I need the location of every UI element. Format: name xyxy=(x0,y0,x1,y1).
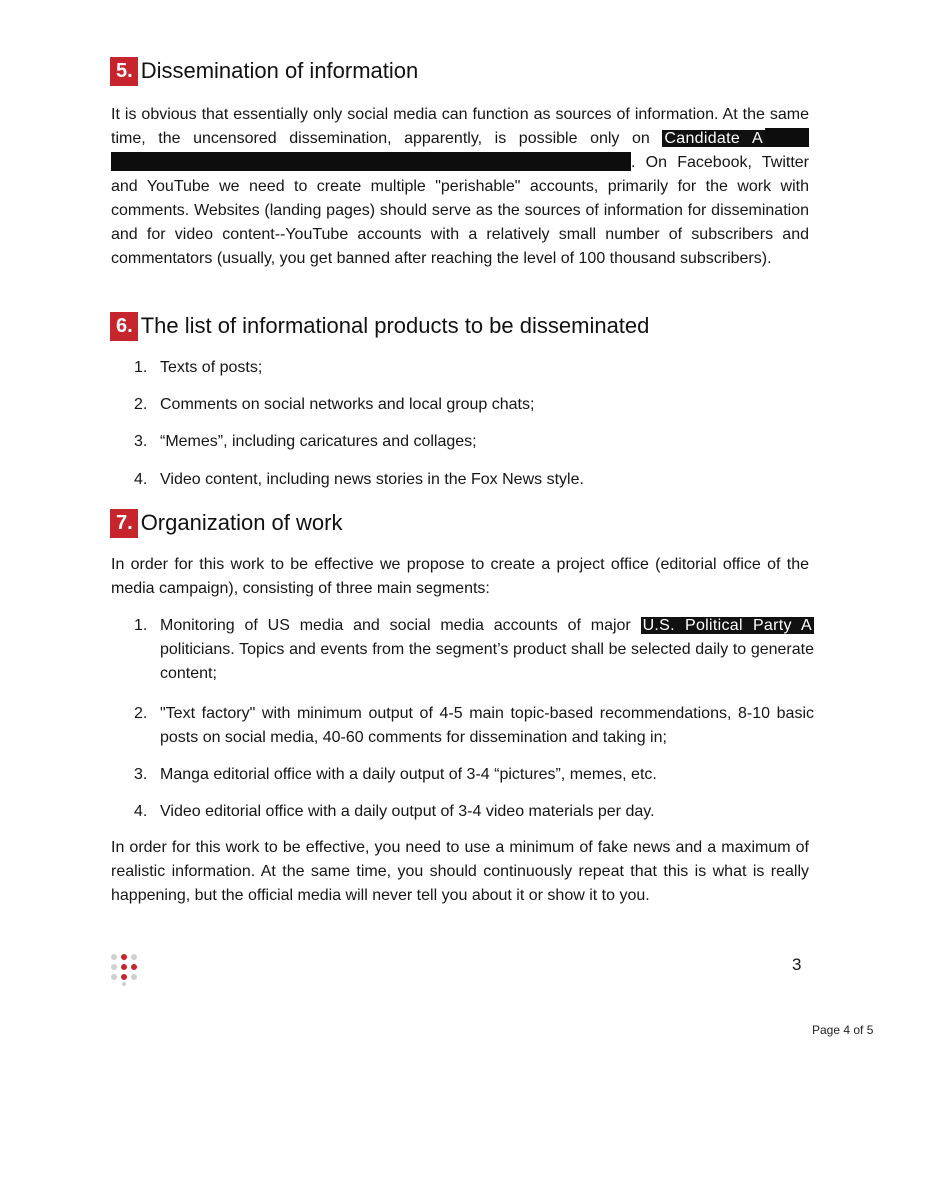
list-number: 2. xyxy=(134,705,148,722)
list-text: "Text factory" with minimum output of 4-5 main topic-based recommendations, 8-10 basic posts on social media, 40-60 comments for dissemination and taking in; xyxy=(160,705,814,746)
list-number: 3. xyxy=(134,766,148,783)
list-item xyxy=(134,800,814,824)
section-5-heading xyxy=(110,56,418,86)
list-item xyxy=(134,468,814,492)
list-number: 1. xyxy=(134,617,148,634)
list-text: Video editorial office with a daily output of 3-4 video materials per day. xyxy=(160,803,655,820)
list-number: 3. xyxy=(134,433,148,450)
section-number-badge: 6. xyxy=(110,312,138,341)
dot-grid-logo-icon xyxy=(110,953,144,987)
list-number: 2. xyxy=(134,396,148,413)
page-number: 3 xyxy=(792,955,802,974)
list-number: 4. xyxy=(134,803,148,820)
redaction-bar xyxy=(111,152,631,171)
section-5-paragraph xyxy=(111,103,809,271)
list-number: 4. xyxy=(134,471,148,488)
list-text: Video content, including news stories in the Fox News style. xyxy=(160,471,584,488)
list-item xyxy=(134,614,814,686)
section-number-badge: 7. xyxy=(110,509,138,538)
page-of-label: Page 4 of 5 xyxy=(812,1023,874,1037)
section-title: Organization of work xyxy=(140,510,343,535)
paragraph-text: . On Facebook, Twitter and YouTube we need to create multiple "perishable" accounts, primarily for the work with comments. Websites (landing pages) should serve as the sources of information for dissemination and for video content--YouTube accounts with a relatively small number of subscribers and commentators (usually, you get banned after reaching the level of 100 thousand subscribers). xyxy=(111,154,809,267)
list-text: Comments on social networks and local group chats; xyxy=(160,396,535,413)
list-item xyxy=(134,356,814,380)
list-item xyxy=(134,763,814,787)
redaction-bar xyxy=(765,128,809,147)
list-text-part: Monitoring of US media and social media accounts of major xyxy=(160,617,641,634)
section-7-heading xyxy=(110,508,342,538)
list-text: Manga editorial office with a daily output of 3-4 “pictures”, memes, etc. xyxy=(160,766,657,783)
list-text: Texts of posts; xyxy=(160,359,263,376)
section-title: The list of informational products to be disseminated xyxy=(140,313,650,338)
list-text: “Memes”, including caricatures and collages; xyxy=(160,433,477,450)
list-item xyxy=(134,430,814,454)
list-text xyxy=(160,614,814,686)
redaction-label: U.S. Political Party A xyxy=(642,617,813,634)
paragraph-text: It is obvious that essentially only social media can function as sources of information. At the same time, the uncensored dissemination, apparently, is possible only on xyxy=(111,106,809,147)
section-6-heading xyxy=(110,311,649,341)
section-7-intro: In order for this work to be effective we propose to create a project office (editorial office of the media campaign), consisting of three main segments: xyxy=(111,556,809,597)
section-title: Dissemination of information xyxy=(140,58,419,83)
list-text-part: politicians. Topics and events from the segment’s product shall be selected daily to generate content; xyxy=(160,641,814,682)
list-number: 1. xyxy=(134,359,148,376)
list-item xyxy=(134,393,814,417)
section-7-closing: In order for this work to be effective, you need to use a minimum of fake news and a maximum of realistic information. At the same time, you should continuously repeat that this is what is really happening, but the official media will never tell you about it or show it to you. xyxy=(111,839,809,904)
section-number-badge: 5. xyxy=(110,57,138,86)
redaction-label: Candidate A xyxy=(664,130,764,147)
list-item xyxy=(134,702,814,750)
